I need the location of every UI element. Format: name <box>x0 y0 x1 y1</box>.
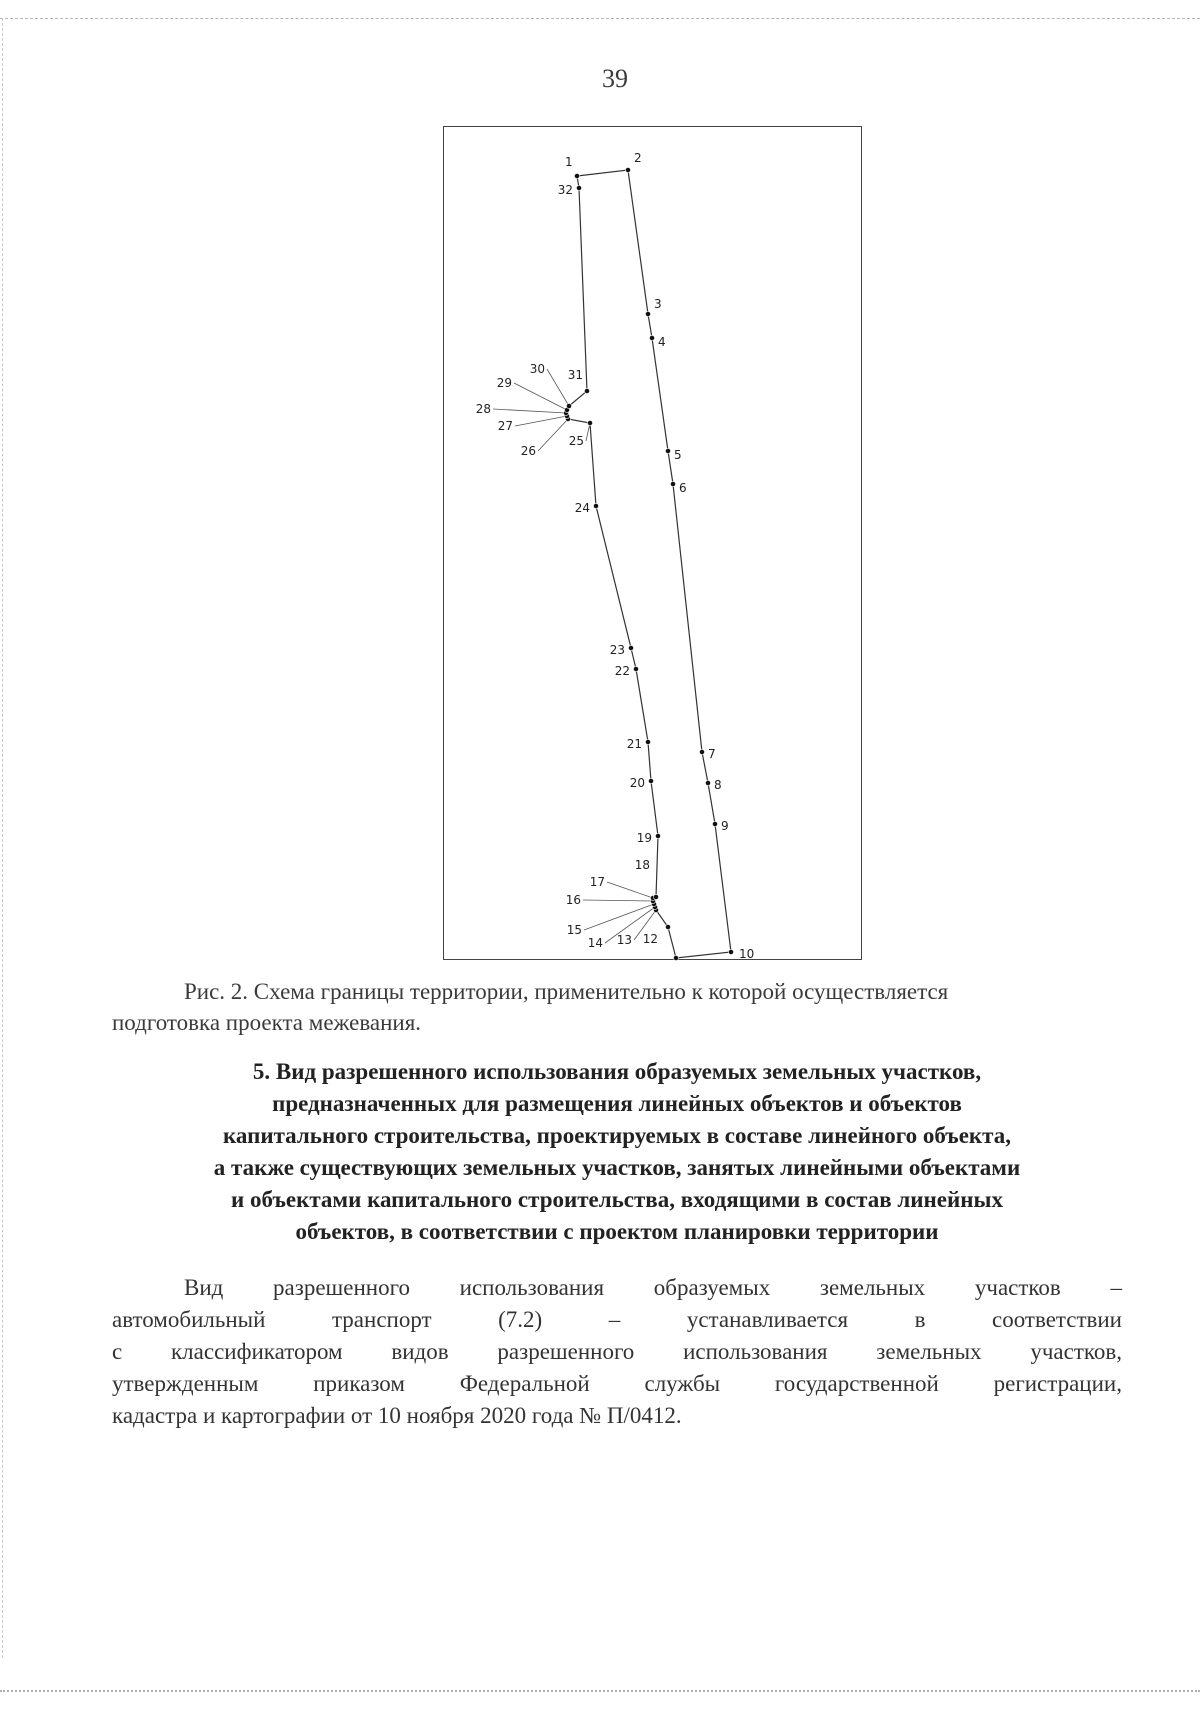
boundary-point-21 <box>645 739 650 744</box>
boundary-point-7 <box>699 749 704 754</box>
boundary-point-label-16: 16 <box>565 893 581 907</box>
boundary-point-11 <box>673 955 678 960</box>
section-heading-line: а также существующих земельных участков, занятых линейными объектами <box>213 1155 1021 1180</box>
boundary-point-label-32: 32 <box>557 183 573 197</box>
boundary-point-31 <box>584 388 589 393</box>
boundary-point-label-23: 23 <box>609 643 625 657</box>
boundary-scheme-drawing <box>444 127 863 961</box>
section-heading <box>112 1056 1122 1248</box>
boundary-point-label-18: 18 <box>634 858 650 872</box>
boundary-point-label-24: 24 <box>574 501 590 515</box>
paragraph-line: Вид разрешенного использования образуемых земельных участков – <box>184 1275 1122 1300</box>
boundary-point-label-19: 19 <box>636 831 652 845</box>
label-leader-line <box>547 369 569 406</box>
boundary-point-label-31: 31 <box>567 368 583 382</box>
boundary-point-label-1: 1 <box>565 155 573 169</box>
boundary-point-18 <box>653 894 658 899</box>
figure-caption-line-2: подготовка проекта межевания. <box>112 1010 422 1035</box>
page-number: 39 <box>602 64 628 93</box>
boundary-point-label-10: 10 <box>739 947 755 961</box>
figure-caption <box>112 976 1122 1038</box>
boundary-point-label-8: 8 <box>714 778 722 792</box>
boundary-point-label-30: 30 <box>529 362 545 376</box>
boundary-point-label-28: 28 <box>475 402 491 416</box>
boundary-point-30 <box>566 403 571 408</box>
label-leader-line <box>607 882 653 898</box>
boundary-point-20 <box>648 778 653 783</box>
label-leader-line <box>538 419 568 451</box>
boundary-point-label-4: 4 <box>658 335 666 349</box>
section-paragraph <box>112 1272 1122 1432</box>
boundary-point-label-2: 2 <box>634 151 642 165</box>
boundary-point-label-29: 29 <box>496 376 512 390</box>
boundary-point-label-20: 20 <box>629 776 645 790</box>
paragraph-line: с классификатором видов разрешенного использования земельных участков, <box>112 1339 1122 1364</box>
boundary-point-label-6: 6 <box>679 481 687 495</box>
label-leader-line <box>583 900 653 901</box>
section-heading-line: предназначенных для размещения линейных объектов и объектов <box>272 1091 962 1116</box>
boundary-point-5 <box>665 448 670 453</box>
boundary-point-8 <box>705 780 710 785</box>
boundary-point-label-7: 7 <box>708 747 716 761</box>
boundary-point-label-5: 5 <box>674 448 682 462</box>
boundary-point-label-21: 21 <box>626 737 642 751</box>
paragraph-line: кадастра и картографии от 10 ноября 2020 года № П/0412. <box>112 1403 682 1428</box>
boundary-point-label-9: 9 <box>721 819 729 833</box>
boundary-point-label-26: 26 <box>520 444 536 458</box>
boundary-point-label-17: 17 <box>589 875 605 889</box>
boundary-point-label-13: 13 <box>616 933 632 947</box>
boundary-point-22 <box>633 666 638 671</box>
boundary-point-25 <box>587 420 592 425</box>
boundary-point-label-27: 27 <box>497 419 513 433</box>
boundary-point-label-12: 12 <box>642 932 658 946</box>
section-heading-line: объектов, в соответствии с проектом планировки территории <box>295 1219 939 1244</box>
boundary-point-19 <box>655 833 660 838</box>
label-leader-line <box>584 904 654 930</box>
boundary-point-12 <box>665 924 670 929</box>
boundary-point-24 <box>593 503 598 508</box>
boundary-point-9 <box>712 821 717 826</box>
boundary-point-2 <box>625 167 630 172</box>
section-heading-line: 5. Вид разрешенного использования образуемых земельных участков, <box>252 1059 982 1084</box>
boundary-point-label-15: 15 <box>566 923 582 937</box>
boundary-point-10 <box>728 949 733 954</box>
figure-caption-line-1: Рис. 2. Схема границы территории, применительно к которой осуществляется <box>184 979 949 1004</box>
boundary-point-6 <box>670 481 675 486</box>
label-leader-line <box>493 409 566 413</box>
boundary-point-label-25: 25 <box>568 434 584 448</box>
scan-edge-bottom <box>0 1690 1200 1698</box>
boundary-point-3 <box>645 311 650 316</box>
boundary-point-4 <box>649 335 654 340</box>
scan-edge-left <box>2 18 4 1658</box>
paragraph-line: утвержденным приказом Федеральной службы государственной регистрации, <box>112 1371 1122 1396</box>
boundary-point-label-22: 22 <box>614 664 630 678</box>
section-heading-line: капитального строительства, проектируемых в составе линейного объекта, <box>223 1123 1011 1148</box>
boundary-point-1 <box>574 173 579 178</box>
label-leader-line <box>515 416 567 426</box>
boundary-point-32 <box>576 185 581 190</box>
scan-edge-top <box>0 18 1200 20</box>
boundary-point-23 <box>628 645 633 650</box>
label-leader-line <box>514 383 567 410</box>
boundary-point-label-14: 14 <box>587 936 603 950</box>
boundary-point-label-3: 3 <box>654 297 662 311</box>
boundary-scheme-figure <box>443 126 862 960</box>
paragraph-line: автомобильный транспорт (7.2) – устанавливается в соответствии <box>112 1307 1122 1332</box>
section-heading-line: и объектами капитального строительства, входящими в состав линейных <box>231 1187 1003 1212</box>
